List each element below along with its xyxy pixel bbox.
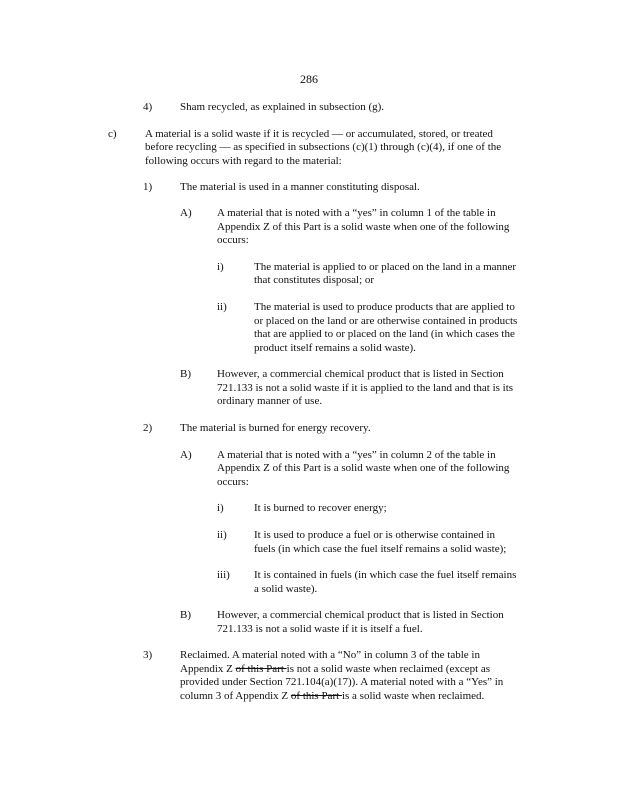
- subitem-text: A material that is noted with a “yes” in column 1 of the table in: [217, 207, 496, 219]
- section-label: c): [108, 128, 117, 140]
- item-text: The material is burned for energy recovery.: [180, 422, 371, 434]
- clause-text: The material is applied to or placed on the land in a manner: [254, 261, 517, 273]
- text-run: is a solid waste when reclaimed.: [341, 690, 485, 702]
- item-text: The material is used in a manner constituting disposal.: [180, 181, 420, 193]
- subitem-label: B): [180, 368, 191, 380]
- struck-text: of this Part: [235, 663, 287, 675]
- clause-text: that are applied to or placed on the land (in which cases the: [254, 328, 515, 340]
- subitem-text: ordinary manner of use.: [217, 395, 323, 407]
- subitem-label: A): [180, 207, 192, 219]
- clause-text: It is burned to recover energy;: [254, 502, 387, 514]
- text-run: column 3 of Appendix Z: [180, 690, 291, 702]
- subitem-text: occurs:: [217, 234, 249, 246]
- subitem-text: 721.133 is not a solid waste if it is itself a fuel.: [217, 623, 423, 635]
- clause-text: It is contained in fuels (in which case the fuel itself remains: [254, 569, 517, 581]
- text-run: is not a solid waste when reclaimed (except as: [286, 663, 491, 675]
- item-text: [180, 690, 484, 704]
- clause-text: product itself remains a solid waste).: [254, 342, 416, 354]
- subitem-text: Appendix Z of this Part is a solid waste when one of the following: [217, 221, 510, 233]
- clause-text: It is used to produce a fuel or is otherwise contained in: [254, 529, 496, 541]
- subitem-text: Appendix Z of this Part is a solid waste when one of the following: [217, 462, 510, 474]
- clause-text: that constitutes disposal; or: [254, 274, 375, 286]
- item-text: Sham recycled, as explained in subsection (g).: [180, 101, 385, 113]
- section-text: following occurs with regard to the material:: [145, 155, 342, 167]
- subitem-label: B): [180, 609, 191, 621]
- clause-text: or placed on the land or are otherwise contained in products: [254, 315, 518, 327]
- item-text: [180, 663, 490, 677]
- text-run: Appendix Z: [180, 663, 236, 675]
- section-text: before recycling — as specified in subsections (c)(1) through (c)(4), if one of the: [145, 141, 502, 153]
- clause-label: i): [217, 502, 224, 514]
- item-label: 1): [143, 181, 153, 193]
- subitem-label: A): [180, 449, 192, 461]
- item-label: 4): [143, 101, 153, 113]
- subitem-text: 721.133 is not a solid waste if it is applied to the land and that is its: [217, 382, 514, 394]
- item-label: 3): [143, 649, 153, 661]
- subitem-text: However, a commercial chemical product that is listed in Section: [217, 609, 504, 621]
- clause-label: iii): [217, 569, 230, 581]
- clause-text: The material is used to produce products that are applied to: [254, 301, 515, 313]
- item-label: 2): [143, 422, 153, 434]
- page-number: 286: [300, 72, 318, 86]
- clause-label: ii): [217, 529, 227, 541]
- item-text: provided under Section 721.104(a)(17)). A material noted with a “Yes” in: [180, 676, 504, 688]
- subitem-text: A material that is noted with a “yes” in column 2 of the table in: [217, 449, 496, 461]
- section-text: A material is a solid waste if it is recycled — or accumulated, stored, or treated: [145, 128, 493, 140]
- item-text: Reclaimed. A material noted with a “No” in column 3 of the table in: [180, 649, 480, 661]
- clause-label: ii): [217, 301, 227, 313]
- clause-label: i): [217, 261, 224, 273]
- clause-text: a solid waste).: [254, 583, 318, 595]
- subitem-text: occurs:: [217, 476, 249, 488]
- struck-text: of this Part: [290, 690, 342, 702]
- clause-text: fuels (in which case the fuel itself remains a solid waste);: [254, 543, 507, 555]
- subitem-text: However, a commercial chemical product that is listed in Section: [217, 368, 504, 380]
